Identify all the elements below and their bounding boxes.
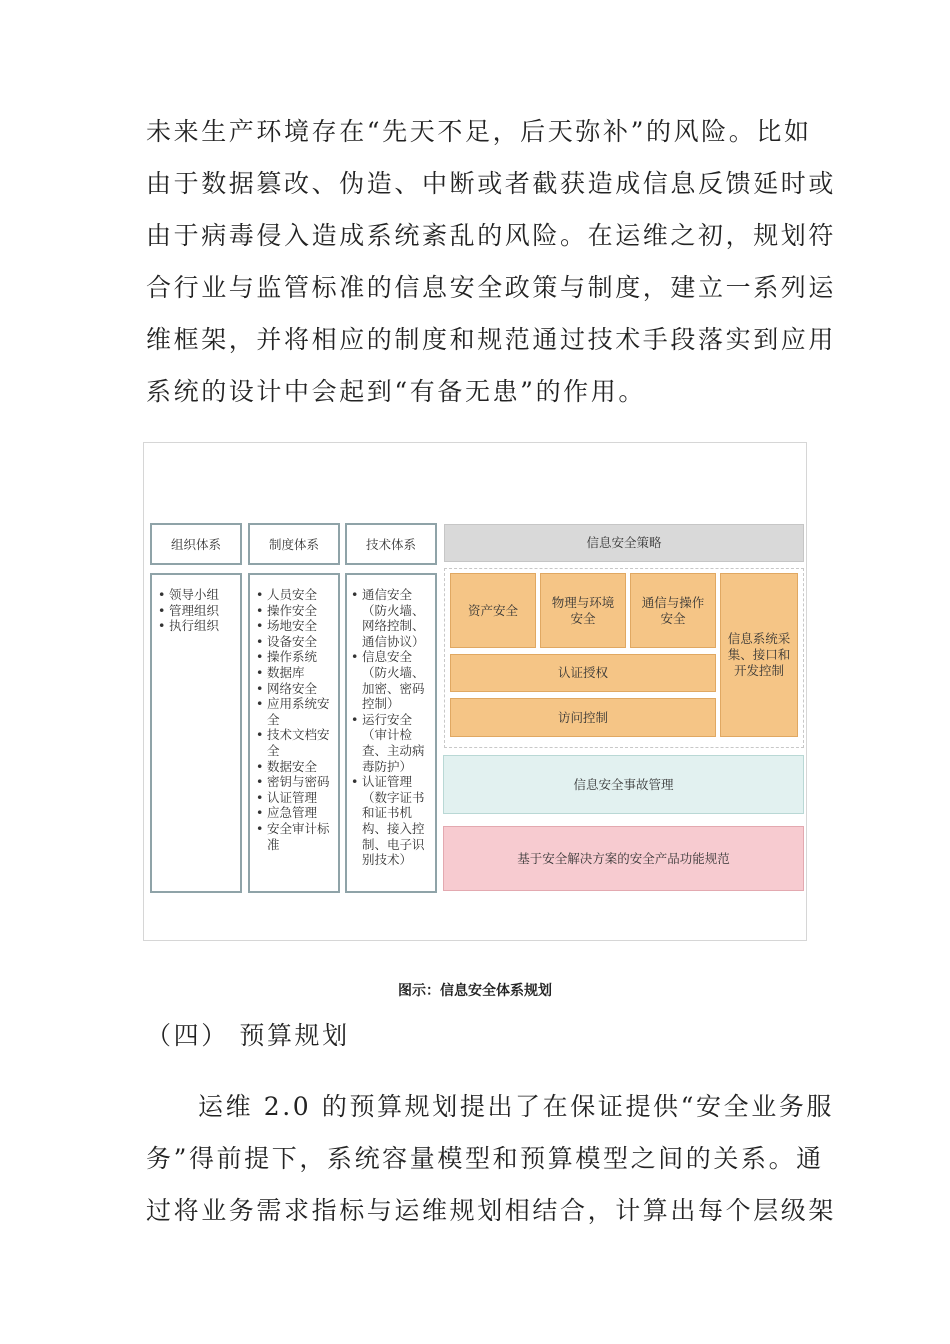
system-dev-control-cell: 信息系统采集、接口和开发控制 (720, 573, 798, 737)
access-control-cell: 访问控制 (450, 698, 716, 737)
text-line: 由于数据篡改、伪造、中断或者截获造成信息反馈延时或 (146, 169, 837, 198)
text-line: 运维 2.0 的预算规划提出了在保证提供“安全业务服 (198, 1092, 835, 1121)
list-item: • 人员安全 (255, 587, 334, 603)
security-framework-figure (143, 442, 807, 941)
list-item: • 安全审计标准 (255, 821, 334, 852)
figure-caption: 图示：信息安全体系规划 (398, 983, 552, 999)
policy-system-list (248, 573, 340, 893)
list-item: • 应急管理 (255, 805, 334, 821)
list-item: • 管理组织 (157, 603, 236, 619)
paragraph-1 (146, 106, 837, 418)
asset-security-cell: 资产安全 (450, 573, 536, 648)
list-item: • 设备安全 (255, 634, 334, 650)
list-item: • 技术文档安全 (255, 727, 334, 758)
auth-authorization-cell: 认证授权 (450, 654, 716, 692)
list-item: • 应用系统安全 (255, 696, 334, 727)
list-item: • 网络安全 (255, 681, 334, 697)
list-item: • 认证管理 (255, 790, 334, 806)
tech-system-list (345, 573, 437, 893)
paragraph-2 (146, 1081, 837, 1237)
list-item: • 场地安全 (255, 618, 334, 634)
text-line: 系统的设计中会起到“有备无患”的作用。 (146, 377, 646, 406)
list-item: • 运行安全（审计检查、主动病毒防护） (350, 712, 431, 774)
list-item: • 领导小组 (157, 587, 236, 603)
physical-env-security-cell: 物理与环境安全 (540, 573, 626, 648)
product-spec-bar: 基于安全解决方案的安全产品功能规范 (443, 826, 804, 891)
org-system-list (150, 573, 242, 893)
comms-ops-security-cell: 通信与操作安全 (630, 573, 716, 648)
text-line: 维框架，并将相应的制度和规范通过技术手段落实到应用 (146, 325, 837, 354)
list-item: • 认证管理（数字证书和证书机构、接入控制、电子识别技术） (350, 774, 431, 868)
list-item: • 数据库 (255, 665, 334, 681)
org-system-header: 组织体系 (150, 523, 242, 565)
list-item: • 通信安全（防火墙、网络控制、通信协议） (350, 587, 431, 649)
text-line: 未来生产环境存在“先天不足，后天弥补”的风险。比如 (146, 117, 812, 146)
incident-management-bar: 信息安全事故管理 (443, 755, 804, 814)
text-line: 务”得前提下，系统容量模型和预算模型之间的关系。通 (146, 1144, 824, 1173)
policy-system-header: 制度体系 (248, 523, 340, 565)
section-heading: （四） 预算规划 (146, 1021, 350, 1050)
list-item: • 密钥与密码 (255, 774, 334, 790)
list-item: • 执行组织 (157, 618, 236, 634)
text-line: 过将业务需求指标与运维规划相结合，计算出每个层级架 (146, 1196, 837, 1225)
tech-system-header: 技术体系 (345, 523, 437, 565)
list-item: • 信息安全（防火墙、加密、密码控制） (350, 649, 431, 711)
text-line: 合行业与监管标准的信息安全政策与制度，建立一系列运 (146, 273, 837, 302)
text-line: 由于病毒侵入造成系统紊乱的风险。在运维之初，规划符 (146, 221, 837, 250)
list-item: • 操作系统 (255, 649, 334, 665)
security-strategy-bar: 信息安全策略 (444, 524, 804, 562)
list-item: • 操作安全 (255, 603, 334, 619)
list-item: • 数据安全 (255, 759, 334, 775)
